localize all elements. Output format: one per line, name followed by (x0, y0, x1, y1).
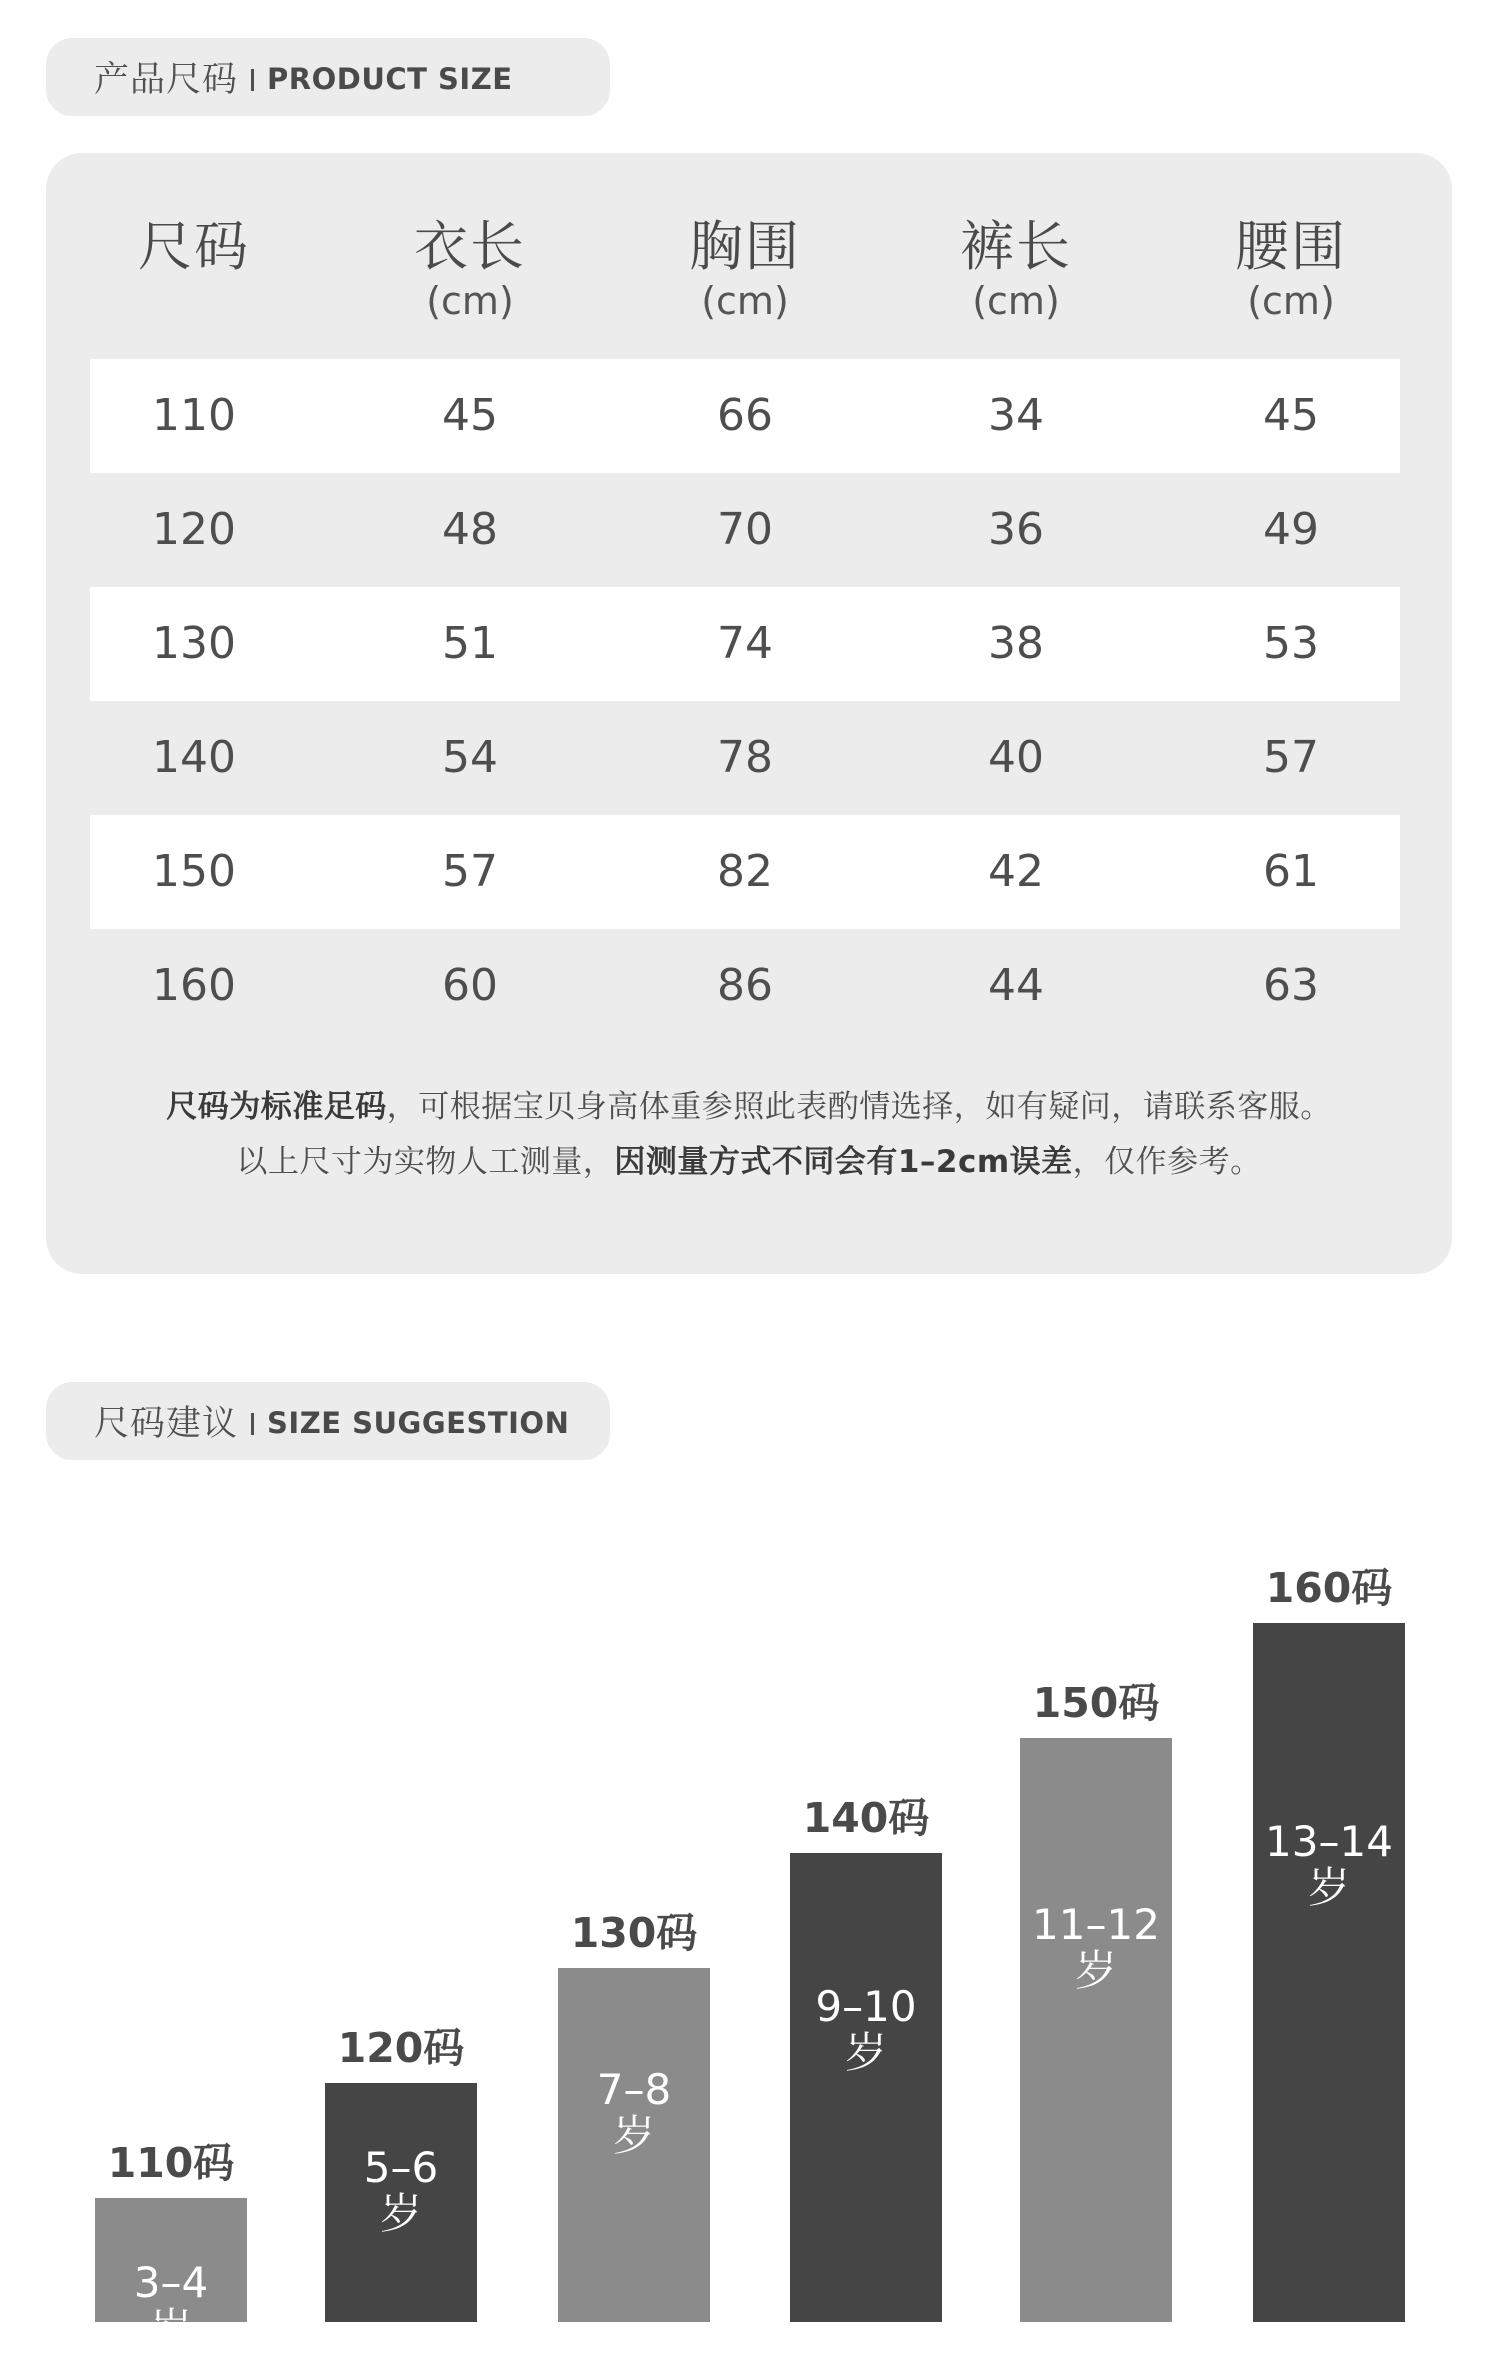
product-size-header (46, 38, 610, 116)
column-header-size (64, 217, 324, 277)
size-suggestion-header (46, 1382, 610, 1460)
size-note-text: 以上尺寸为实物人工测量， (236, 1144, 615, 1180)
table-cell: 54 (442, 732, 498, 783)
bar-size-label: 150码 (1032, 1679, 1160, 1727)
column-header-label: 胸围 (689, 215, 801, 278)
bar-age-label (1253, 1816, 1405, 1912)
table-row (90, 473, 1400, 587)
size-bar (790, 1853, 942, 2322)
column-header-label: 衣长 (414, 215, 526, 278)
header-separator (251, 69, 254, 91)
size-note-line-1 (46, 1081, 1452, 1126)
size-note-line-2 (46, 1136, 1452, 1181)
size-suggestion-chart (0, 1520, 1500, 2353)
table-cell: 57 (1263, 732, 1319, 783)
table-cell: 45 (1263, 390, 1319, 441)
table-cell: 38 (988, 618, 1044, 669)
table-row (90, 929, 1400, 1043)
column-header-unit: (cm) (701, 279, 789, 323)
column-header-label: 尺码 (138, 215, 250, 278)
table-cell: 45 (442, 390, 498, 441)
header-separator (251, 1413, 254, 1435)
bar-age-label (790, 1984, 942, 2076)
column-header-waist (1161, 217, 1421, 323)
bar-age-label (1020, 1899, 1172, 1995)
bar-age-text: 9–10 (815, 1982, 917, 2032)
size-bar (1020, 1738, 1172, 2322)
bar-age-text: 岁 (379, 2189, 422, 2238)
table-cell: 63 (1263, 960, 1319, 1011)
table-row (90, 359, 1400, 473)
bar-age-text: 13–14 (1265, 1816, 1393, 1866)
size-note-text: ，可根据宝贝身高体重参照此表酌情选择，如有疑问，请联系客服。 (386, 1089, 1332, 1125)
column-header-pants-length (886, 217, 1146, 323)
size-bar (1253, 1623, 1405, 2322)
table-row (90, 701, 1400, 815)
column-header-length (340, 217, 600, 323)
table-row (90, 587, 1400, 701)
bar-size-label: 110码 (107, 2139, 235, 2187)
size-note-bold: 因测量方式不同会有1–2cm误差 (614, 1144, 1073, 1180)
table-cell: 140 (152, 732, 236, 783)
table-cell: 48 (442, 504, 498, 555)
column-header-unit: (cm) (1247, 279, 1335, 323)
size-table-panel (46, 153, 1452, 1274)
table-cell: 150 (152, 846, 236, 897)
table-cell: 110 (152, 390, 236, 441)
column-header-label: 裤长 (960, 215, 1072, 278)
bar-age-text: 5–6 (363, 2143, 439, 2192)
bar-age-label (558, 2067, 710, 2159)
bar-size-label: 120码 (337, 2024, 465, 2072)
bar-age-label (325, 2145, 477, 2237)
table-cell: 120 (152, 504, 236, 555)
table-cell: 49 (1263, 504, 1319, 555)
table-cell: 70 (717, 504, 773, 555)
table-cell: 42 (988, 846, 1044, 897)
size-note-text: ，仅作参考。 (1072, 1144, 1262, 1180)
size-suggestion-header-en: SIZE SUGGESTION (267, 1406, 570, 1440)
table-cell: 57 (442, 846, 498, 897)
bar-age-label (95, 2260, 247, 2352)
size-note-bold: 尺码为标准足码 (166, 1089, 387, 1125)
size-bar (325, 2083, 477, 2322)
product-size-header-en: PRODUCT SIZE (267, 62, 513, 96)
bar-age-text: 岁 (612, 2111, 655, 2161)
product-size-header-cn: 产品尺码 (94, 60, 239, 100)
table-cell: 74 (717, 618, 773, 669)
column-header-unit: (cm) (426, 279, 514, 323)
bar-size-label: 130码 (570, 1909, 698, 1957)
size-bar (558, 1968, 710, 2322)
table-row (90, 815, 1400, 929)
table-cell: 51 (442, 618, 498, 669)
table-cell: 61 (1263, 846, 1319, 897)
bar-age-text: 岁 (844, 2028, 887, 2078)
table-cell: 66 (717, 390, 773, 441)
bar-age-text: 岁 (149, 2304, 192, 2353)
table-cell: 86 (717, 960, 773, 1011)
size-table-header (46, 153, 1452, 359)
bar-age-text: 岁 (1074, 1945, 1117, 1995)
column-header-chest (615, 217, 875, 323)
bar-age-text: 岁 (1307, 1862, 1350, 1912)
column-header-unit: (cm) (972, 279, 1060, 323)
bar-age-text: 3–4 (133, 2258, 209, 2307)
bar-size-label: 160码 (1265, 1564, 1393, 1612)
table-cell: 44 (988, 960, 1044, 1011)
size-table-body (90, 359, 1400, 1043)
table-cell: 40 (988, 732, 1044, 783)
table-cell: 53 (1263, 618, 1319, 669)
size-bar (95, 2198, 247, 2353)
column-header-label: 腰围 (1235, 215, 1347, 278)
bar-age-text: 7–8 (596, 2065, 672, 2115)
table-cell: 130 (152, 618, 236, 669)
size-suggestion-header-cn: 尺码建议 (94, 1404, 239, 1444)
table-cell: 34 (988, 390, 1044, 441)
table-cell: 82 (717, 846, 773, 897)
bar-age-text: 11–12 (1032, 1899, 1160, 1949)
table-cell: 78 (717, 732, 773, 783)
bar-size-label: 140码 (802, 1794, 930, 1842)
table-cell: 36 (988, 504, 1044, 555)
table-cell: 160 (152, 960, 236, 1011)
table-cell: 60 (442, 960, 498, 1011)
